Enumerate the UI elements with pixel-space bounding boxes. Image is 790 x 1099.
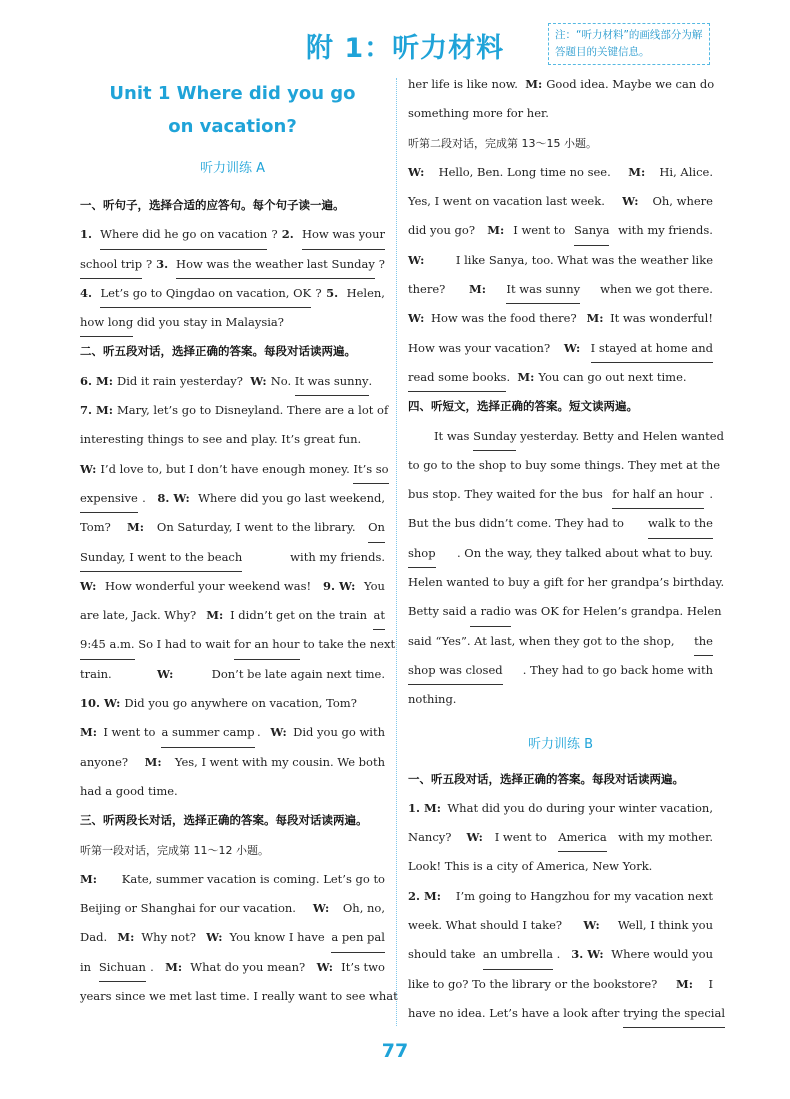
text-line (80, 865, 385, 894)
text-line (80, 894, 385, 923)
text-segment: ? (146, 256, 153, 271)
text-line (408, 509, 713, 538)
text-segment: have no idea. Let’s have a look after (408, 1005, 624, 1020)
speaker-label: 8. W: (157, 490, 194, 505)
text-line (408, 70, 713, 99)
text-segment: How was your vacation? (408, 340, 558, 355)
text-segment: Beijing or Shanghai for our vacation. (80, 901, 304, 916)
text-segment: . (709, 487, 713, 502)
speaker-label: W: (408, 164, 429, 179)
speaker-label: M: (628, 164, 650, 179)
underlined-key-text: how long (80, 308, 133, 337)
text-segment: should take (408, 947, 480, 962)
speaker-label: M: (517, 369, 539, 384)
training-a-heading: 听力训练 A (199, 161, 266, 176)
underlined-key-text: a pen pal (331, 923, 385, 952)
text-segment: I’d love to, but I don’t have enough money. (100, 461, 354, 476)
text-line (80, 630, 396, 659)
speaker-label: M: (117, 930, 139, 945)
text-segment: . They had to go back home with (522, 662, 713, 677)
text-segment: I (708, 976, 713, 991)
text-segment: Oh, no, (342, 901, 385, 916)
text-segment: . (142, 490, 154, 505)
underlined-key-text: It was sunny (295, 367, 369, 396)
text-segment: I went to (103, 725, 160, 740)
speaker-label: 3. W: (571, 947, 608, 962)
right-bottom-text-block (408, 765, 726, 1029)
text-segment: when we got there. (596, 282, 713, 297)
speaker-label: W: (316, 959, 338, 974)
text-line (408, 158, 713, 187)
section-heading (80, 337, 385, 366)
text-line (408, 451, 721, 480)
text-line (80, 660, 385, 689)
speaker-label: W: (270, 725, 291, 740)
text-line (408, 823, 713, 852)
text-line (80, 250, 385, 279)
underlined-key-text: Where did he go on vacation (100, 220, 267, 249)
speaker-label: 9. W: (323, 578, 360, 593)
underlined-key-text: trying the special (623, 999, 725, 1028)
underlined-key-text: expensive (80, 484, 138, 513)
text-line (80, 484, 385, 513)
text-line (408, 246, 713, 275)
speaker-label: W: (622, 194, 643, 209)
text-segment: 一、听五段对话，选择正确的答案。每段对话读两遍。 (408, 771, 684, 786)
underlined-key-text: Sunday (473, 422, 516, 451)
speaker-label: W: (312, 901, 334, 916)
text-line (80, 836, 385, 865)
text-line (408, 334, 713, 363)
text-line (408, 129, 713, 158)
unit-title (80, 77, 385, 143)
text-line (408, 882, 713, 911)
text-segment: ? (271, 227, 278, 242)
text-segment: Helen, (346, 285, 385, 300)
text-segment: Kate, summer vacation is coming. Let’s go to (121, 871, 385, 886)
text-segment: train. (80, 666, 123, 681)
text-segment: Yes, I went with my cousin. We both (174, 754, 385, 769)
underlined-key-text: It was sunny (506, 275, 580, 304)
text-line (80, 455, 389, 484)
text-line (80, 718, 385, 747)
underlined-key-text: On (368, 513, 385, 542)
text-segment: But the bus didn’t come. They had to (408, 516, 628, 531)
text-segment: It’s two (341, 959, 385, 974)
text-line (80, 367, 385, 396)
underlined-key-text: It’s so (353, 455, 388, 484)
speaker-label: M: (206, 608, 228, 623)
speaker-label: M: (487, 223, 509, 238)
text-segment: did you go? (408, 223, 483, 238)
text-line (80, 396, 389, 425)
text-line (80, 279, 385, 308)
speaker-label: M: (586, 311, 608, 326)
speaker-label: M: (165, 959, 187, 974)
text-segment: Nancy? (408, 830, 459, 845)
text-line (408, 363, 713, 392)
text-segment: . (556, 947, 568, 962)
text-segment: with my mother. (614, 830, 713, 845)
text-segment: nothing. (408, 692, 457, 707)
text-segment: anyone? (80, 754, 136, 769)
text-line (408, 940, 713, 969)
text-segment: 四、听短文，选择正确的答案。短文读两遍。 (408, 399, 638, 414)
text-segment: years since we met last time. I really want to see what (80, 989, 398, 1004)
text-line (80, 572, 385, 601)
text-segment: like to go? To the library or the bookstore? (408, 976, 665, 991)
text-line (80, 953, 385, 982)
underlined-key-text: How was the weather last Sunday (176, 250, 375, 279)
right-column (408, 70, 726, 1028)
underlined-key-text: Sunday, I went to the beach (80, 543, 242, 572)
text-line (408, 852, 713, 881)
speaker-label: W: (206, 930, 227, 945)
text-segment: to go to the shop to buy some things. They met at the (408, 457, 721, 472)
underlined-key-text: shop (408, 539, 436, 568)
text-segment: 一、听句子，选择合适的应答句。每个句子读一遍。 (80, 198, 345, 212)
speaker-label: M: (469, 282, 491, 297)
text-segment: ? (378, 256, 385, 271)
text-line (80, 777, 385, 806)
text-segment: did you stay in Malaysia? (133, 315, 284, 330)
text-segment: 三、听两段长对话，选择正确的答案。每段对话读两遍。 (80, 813, 368, 828)
text-line (408, 970, 713, 999)
underlined-key-text: Let’s go to Qingdao on vacation, OK (100, 279, 311, 308)
text-segment: Don’t be late again next time. (211, 666, 385, 681)
text-line (408, 216, 713, 245)
text-segment: something more for her. (408, 106, 549, 121)
text-segment: You know I have (229, 930, 329, 945)
text-segment: Mary, let’s go to Disneyland. There are a lot of (117, 403, 389, 418)
text-line (80, 308, 385, 337)
speaker-label: M: (80, 725, 101, 740)
text-segment: in (80, 959, 95, 974)
text-line (408, 99, 713, 128)
speaker-label: M: (525, 77, 547, 91)
speaker-label: 4. (80, 285, 97, 300)
text-line (408, 999, 726, 1028)
speaker-label: W: (583, 918, 604, 933)
text-line (80, 601, 385, 630)
training-b-heading: 听力训练 B (527, 736, 594, 752)
section-heading (408, 392, 713, 421)
underlined-key-text: for half an hour (612, 480, 703, 509)
text-segment: with my friends. (614, 223, 713, 238)
text-segment: Did you go anywhere on vacation, Tom? (124, 696, 357, 711)
speaker-label: 10. W: (80, 696, 125, 711)
text-segment: interesting things to see and play. It’s great fun. (80, 432, 362, 447)
text-segment: I didn’t get on the train (230, 608, 371, 623)
text-line (408, 187, 713, 216)
text-segment: 听第一段对话，完成第 11～12 小题。 (80, 843, 269, 857)
text-line (408, 480, 713, 509)
speaker-label: M: (80, 871, 101, 886)
text-line (408, 911, 713, 940)
speaker-label: M: (144, 754, 166, 769)
page-number: 77 (381, 1040, 409, 1062)
text-segment: Dad. (80, 930, 115, 945)
text-line (80, 543, 385, 572)
text-segment: I like Sanya, too. What was the weather like (455, 252, 713, 267)
text-segment: On Saturday, I went to the library. (156, 520, 360, 535)
underlined-key-text: a radio (470, 597, 511, 626)
text-line (408, 627, 713, 656)
text-line (408, 597, 722, 626)
text-segment: Where would you (611, 947, 713, 962)
text-segment: You can go out next time. (538, 369, 687, 384)
text-segment: Why not? (141, 930, 204, 945)
speaker-label: 3. (156, 256, 173, 271)
text-line (408, 275, 713, 304)
text-segment: are late, Jack. Why? (80, 608, 204, 623)
underlined-key-text: shop was closed (408, 656, 503, 685)
text-segment: I went to (513, 223, 569, 238)
text-line (80, 982, 398, 1011)
text-segment: . (257, 725, 268, 740)
left-text-block (80, 191, 398, 1011)
underlined-key-text: a summer camp (161, 718, 254, 747)
text-segment: Well, I think you (617, 918, 713, 933)
section-heading (80, 191, 385, 220)
text-segment: week. What should I take? (408, 918, 570, 933)
speaker-label: 5. (326, 285, 343, 300)
unit-title-line2: on vacation? (168, 116, 297, 137)
underlined-key-text: an umbrella (483, 940, 553, 969)
column-divider (396, 78, 397, 1026)
text-line (408, 304, 713, 333)
underlined-key-text: school trip (80, 250, 142, 279)
text-segment: Hello, Ben. Long time no see. (438, 164, 619, 179)
text-segment: Tom? (80, 520, 119, 535)
underlined-key-text: Sichuan (99, 953, 146, 982)
section-heading (80, 806, 385, 835)
speaker-label: W: (156, 666, 178, 681)
right-top-text-block (408, 70, 725, 715)
text-segment: Hi, Alice. (659, 164, 713, 179)
underlined-key-text: at (373, 601, 384, 630)
text-line (80, 425, 385, 454)
text-segment: What did you do during your winter vacation, (447, 800, 713, 815)
speaker-label: W: (250, 373, 271, 388)
text-segment: . (368, 373, 373, 388)
speaker-label: M: (127, 520, 148, 535)
text-segment: Oh, where (652, 194, 713, 209)
text-segment: I went to (494, 830, 551, 845)
text-segment: Good idea. Maybe we can do (546, 77, 715, 91)
text-segment: ? (315, 285, 322, 300)
text-segment: . (506, 369, 518, 384)
text-line (80, 513, 385, 542)
text-segment: Where did you go last weekend, (198, 490, 385, 505)
underlined-key-text: read some books (408, 363, 506, 392)
text-line (80, 689, 385, 718)
text-line (408, 685, 713, 714)
text-line (408, 422, 724, 451)
text-segment: bus stop. They waited for the bus (408, 487, 607, 502)
text-segment: there? (408, 282, 453, 297)
speaker-label: 2. (281, 227, 298, 242)
underlined-key-text: I stayed at home and (591, 334, 713, 363)
text-segment: to take the next (299, 637, 396, 652)
text-segment: No. (270, 373, 295, 388)
text-line (408, 539, 713, 568)
speaker-label: M: (676, 976, 698, 991)
text-segment: It was (434, 428, 474, 443)
underlined-key-text: America (558, 823, 607, 852)
text-segment: with my friends. (286, 549, 385, 564)
section-heading (408, 765, 713, 794)
underlined-key-text: for an hour (234, 630, 300, 659)
text-line (80, 923, 385, 952)
text-segment: Look! This is a city of America, New York. (408, 859, 653, 874)
speaker-label: W: (408, 252, 429, 267)
text-segment: Betty said (408, 604, 471, 619)
text-segment: You (364, 578, 385, 593)
text-line (408, 794, 713, 823)
text-segment: . On the way, they talked about what to buy. (456, 545, 713, 560)
text-segment: had a good time. (80, 783, 178, 798)
text-line (80, 748, 385, 777)
text-segment: I’m going to Hangzhou for my vacation next (455, 888, 713, 903)
speaker-label: 1. (80, 227, 97, 242)
text-segment: How wonderful your weekend was! (104, 578, 319, 593)
left-column (80, 74, 398, 1011)
speaker-label: W: (563, 340, 585, 355)
speaker-label: W: (466, 830, 487, 845)
speaker-label: 2. M: (408, 888, 445, 903)
text-segment: 二、听五段对话，选择正确的答案。每段对话读两遍。 (80, 344, 356, 359)
underlined-key-text: Sanya (574, 216, 610, 245)
text-segment: said “Yes”. At last, when they got to the shop, (408, 633, 679, 648)
text-segment: What do you mean? (190, 959, 313, 974)
text-segment: So I had to wait (134, 637, 235, 652)
text-segment: Yes, I went on vacation last week. (408, 194, 613, 209)
underlined-key-text: How was your (302, 220, 385, 249)
underlined-key-text: 9:45 a.m. (80, 630, 135, 659)
note-box: 注：“听力材料”的画线部分为解答题目的关键信息。 (548, 23, 710, 65)
speaker-label: 6. M: (80, 373, 117, 388)
speaker-label: W: (80, 461, 101, 476)
text-segment: was OK for Helen’s grandpa. Helen (510, 604, 722, 619)
text-segment: her life is like now. (408, 77, 526, 91)
text-segment: Did it rain yesterday? (117, 373, 251, 388)
text-line (408, 656, 713, 685)
page-title: 附 1：听力材料 (306, 33, 505, 64)
text-segment: 听第二段对话，完成第 13～15 小题。 (408, 136, 597, 150)
text-segment: Helen wanted to buy a gift for her grandpa’s birthday. (408, 575, 725, 590)
underlined-key-text: the (694, 627, 713, 656)
text-segment: How was the food there? (430, 311, 584, 326)
text-segment: It was wonderful! (610, 311, 713, 326)
speaker-label: W: (80, 578, 101, 593)
speaker-label: W: (408, 311, 429, 326)
text-segment: Did you go with (293, 725, 385, 740)
speaker-label: 1. M: (408, 800, 445, 815)
text-line (408, 568, 725, 597)
text-line (80, 220, 385, 249)
text-segment: . (150, 959, 162, 974)
underlined-key-text: walk to the (648, 509, 713, 538)
unit-title-line1: Unit 1 Where did you go (109, 83, 356, 104)
speaker-label: 7. M: (80, 403, 117, 418)
text-segment: yesterday. Betty and Helen wanted (516, 428, 724, 443)
